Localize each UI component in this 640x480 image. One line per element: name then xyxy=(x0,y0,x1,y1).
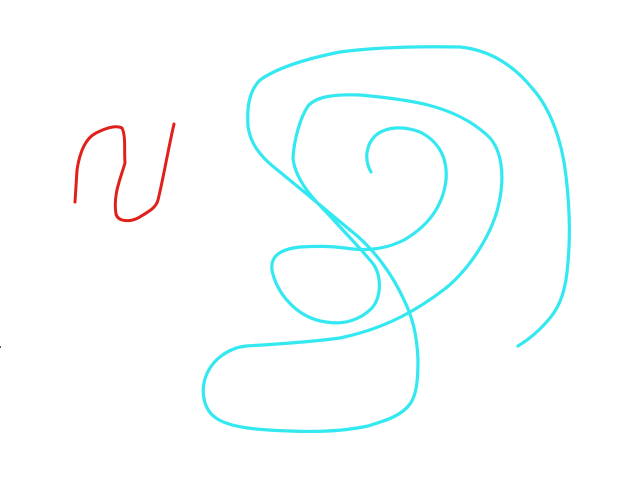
red-stroke xyxy=(75,124,174,221)
edge-mark xyxy=(0,346,1,348)
cyan-stroke xyxy=(203,47,569,432)
